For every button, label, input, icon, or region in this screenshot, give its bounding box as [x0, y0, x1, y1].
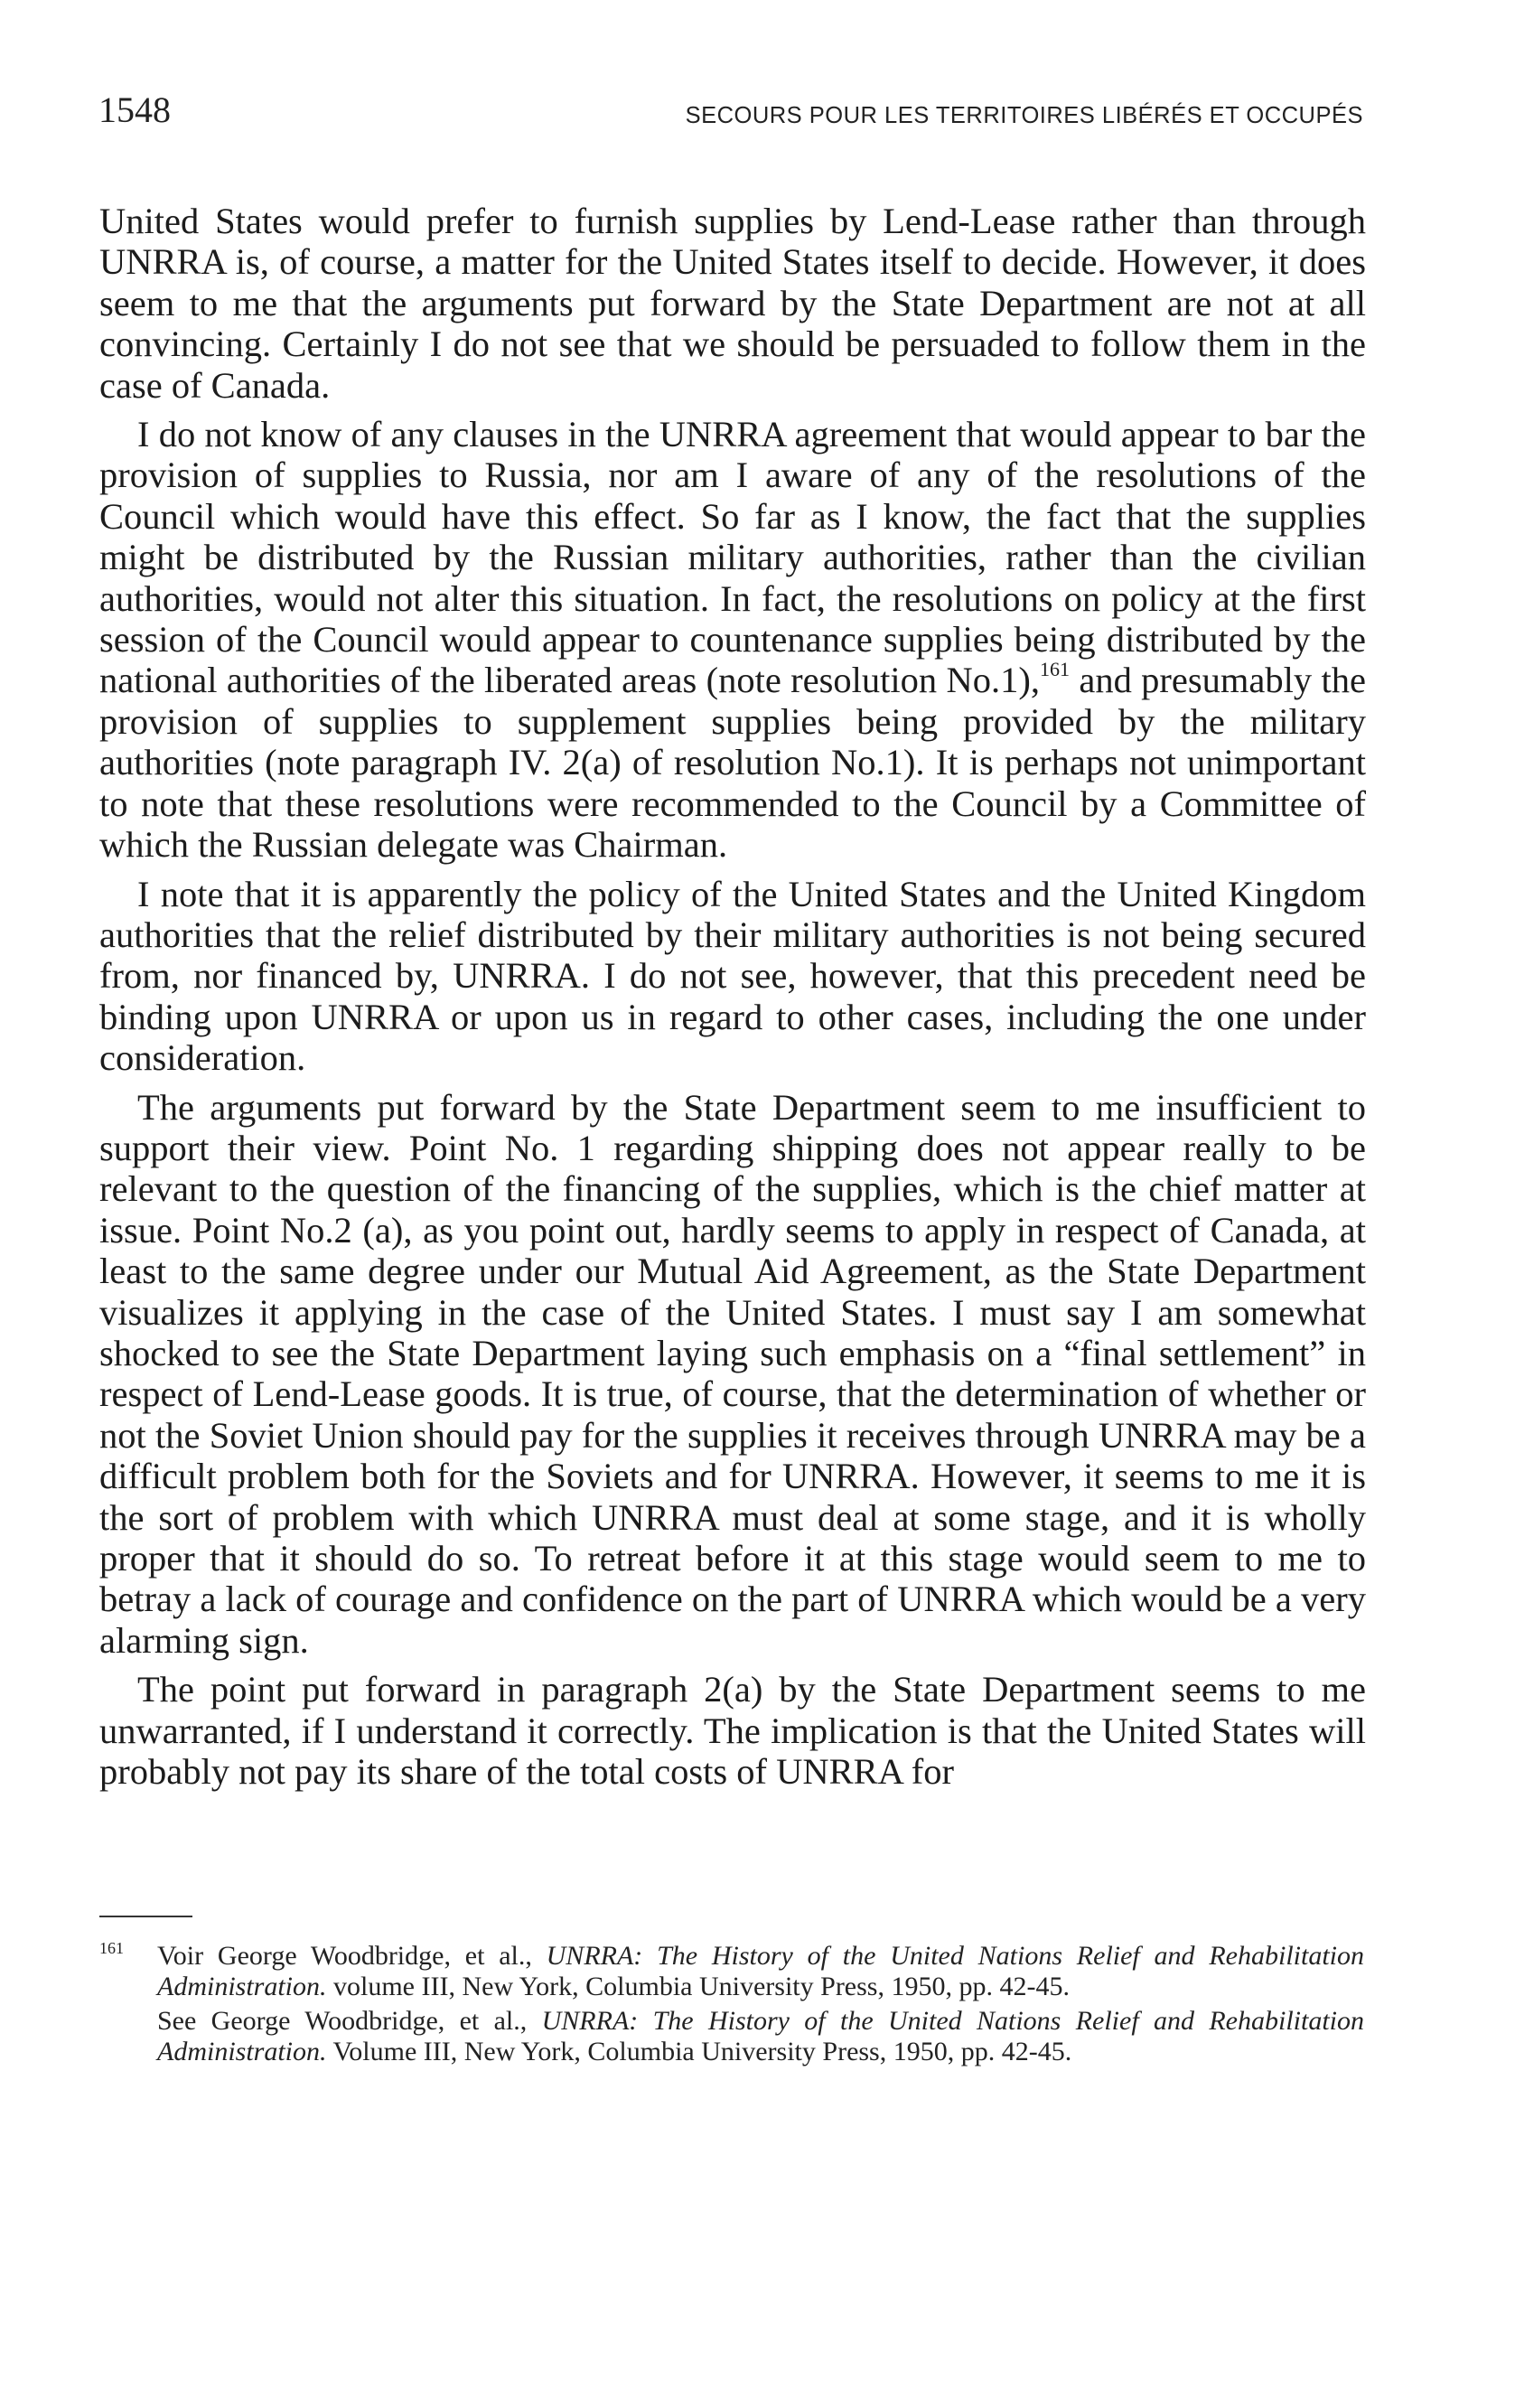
- footnote-text: volume III, New York, Columbia University Press, 1950, pp. 42-45.: [326, 1972, 1070, 2001]
- paragraph: [99, 414, 1366, 865]
- footnote-english: [99, 2006, 1364, 2067]
- footnote-text: See George Woodbridge, et al.,: [157, 2006, 542, 2036]
- paragraph: I note that it is apparently the policy of the United States and the United Kingdom authorities that the relief distributed by their military authorities is not being secured from, nor financed by, UNRRA. I do not see, however, that this precedent need be binding upon UNRRA or upon us in regard to other cases, including the one under consideration.: [99, 873, 1366, 1079]
- footnote-text: Voir George Woodbridge, et al.,: [157, 1941, 547, 1971]
- page-header: [98, 89, 1363, 143]
- paragraph: The point put forward in paragraph 2(a) by the State Department seems to me unwarranted, if I understand it correctly. The implication is that the United States will probably not pay its share of the total costs of UNRRA for: [99, 1669, 1366, 1793]
- body-text: [99, 201, 1366, 1800]
- footnote-book-title: UNRRA: The History of the United Nations Relief and Rehabilitation Administration.: [157, 1941, 1364, 2001]
- footnote-book-title: UNRRA: The History of the United Nations Relief and Rehabilitation Administration.: [157, 2006, 1365, 2066]
- running-head: SECOURS POUR LES TERRITOIRES LIBÉRÉS ET OCCUPÉS: [685, 103, 1363, 128]
- paragraph-text: and presumably the provision of supplies to supplement supplies being provided by the military authorities (note paragraph IV. 2(a) of resolution No.1). It is perhaps not unimportant to note that these resolutions were recommended to the Council by a Committee of which the Russian delegate was Chairman.: [99, 660, 1366, 866]
- footnotes: [99, 1941, 1364, 2071]
- footnote-reference[interactable]: 161: [1040, 658, 1070, 681]
- paragraph-text: I do not know of any clauses in the UNRRA agreement that would appear to bar the provision of supplies to Russia, nor am I aware of any of the resolutions of the Council which would have this effect. So far as I know, the fact that the supplies might be distributed by the Russian military authorities, rather than the civilian authorities, would not alter this situation. In fact, the resolutions on policy at the first session of the Council would appear to countenance supplies being distributed by the national authorities of the liberated areas (note resolution No.1),: [99, 414, 1366, 701]
- paragraph: The arguments put forward by the State Department seem to me insufficient to support their view. Point No. 1 regarding shipping does not appear really to be relevant to the question of the financing of the supplies, which is the chief matter at issue. Point No.2 (a), as you point out, hardly seems to apply in respect of Canada, at least to the same degree under our Mutual Aid Agreement, as the State Department visualizes it applying in the case of the United States. I must say I am somewhat shocked to see the State Department laying such emphasis on a “final settlement” in respect of Lend-Lease goods. It is true, of course, that the determination of whether or not the Soviet Union should pay for the supplies it receives through UNRRA may be a difficult problem both for the Soviets and for UNRRA. However, it seems to me it is the sort of problem with which UNRRA must deal at some stage, and it is wholly proper that it should do so. To retreat before it at this stage would seem to me to betray a lack of courage and confidence on the part of UNRRA which would be a very alarming sign.: [99, 1086, 1366, 1661]
- page-number: 1548: [98, 89, 171, 130]
- footnote-divider: [99, 1916, 192, 1917]
- footnote-french: 161 Voir George Woodbridge, et al., UNRRA: The History of the United Nations Relief and Rehabilitation Administration. volume III, New York, Columbia University Press, 1950, pp. 42-45.: [99, 1939, 1364, 2001]
- footnote-text: Volume III, New York, Columbia University Press, 1950, pp. 42-45.: [326, 2037, 1072, 2066]
- paragraph: United States would prefer to furnish supplies by Lend-Lease rather than through UNRRA is, of course, a matter for the United States itself to decide. However, it does seem to me that the arguments put forward by the State Department are not at all convincing. Certainly I do not see that we should be persuaded to follow them in the case of Canada.: [99, 201, 1366, 406]
